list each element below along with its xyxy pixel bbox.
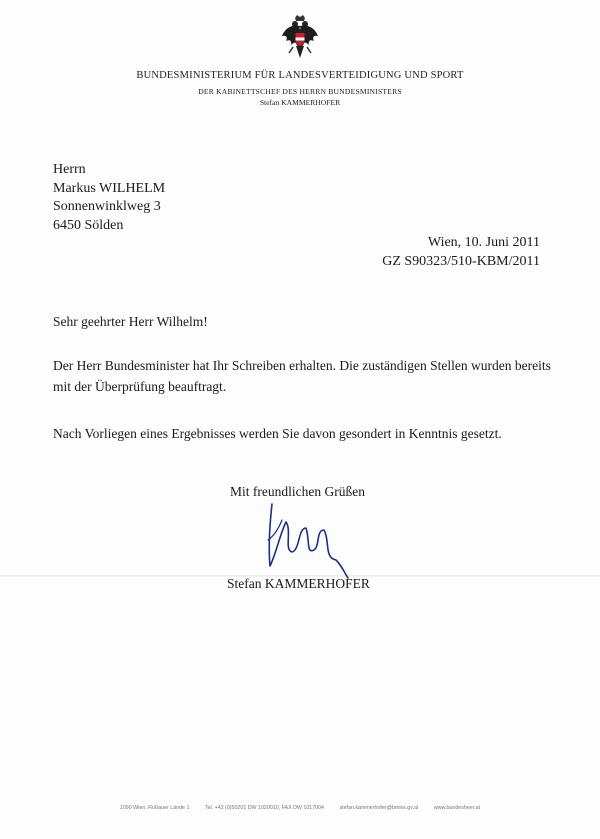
letter-footer	[0, 805, 600, 811]
ministry-name: BUNDESMINISTERIUM FÜR LANDESVERTEIDIGUNG UND SPORT	[136, 70, 464, 81]
letter-paragraph-1: Der Herr Bundesminister hat Ihr Schreiben erhalten. Die zuständigen Stellen wurden bereits mit der Überprüfung beauftragt.	[53, 358, 551, 394]
recipient-salutation: Herrn	[53, 162, 86, 177]
letter-paragraph-2: Nach Vorliegen eines Ergebnisses werden Sie davon gesondert in Kenntnis gesetzt.	[53, 426, 502, 441]
office-head: Stefan KAMMERHOFER	[259, 98, 341, 107]
recipient-address	[53, 161, 165, 235]
signer-name: Stefan KAMMERHOFER	[227, 576, 370, 591]
recipient-city: 6450 Sölden	[53, 217, 124, 233]
place-date: Wien, 10. Juni 2011	[427, 235, 540, 250]
handwritten-signature	[258, 500, 368, 580]
austrian-eagle-crest-icon	[280, 14, 320, 62]
recipient-street: Sonnenwinklweg 3	[53, 199, 161, 214]
footer-email: stefan.kammerhofer@bmlvs.gv.at	[339, 805, 419, 811]
file-number: GZ S90323/510-KBM/2011	[382, 253, 540, 269]
reference-block	[382, 234, 540, 271]
footer-address: 1090 Wien, Roßauer Lände 1	[119, 805, 190, 811]
recipient-name: Markus WILHELM	[53, 180, 166, 196]
closing-greeting: Mit freundlichen Grüßen	[230, 484, 365, 499]
letter-salutation: Sehr geehrter Herr Wilhelm!	[53, 314, 208, 329]
footer-web: www.bundesheer.at	[433, 805, 481, 811]
office-title: DER KABINETTSCHEF DES HERRN BUNDESMINISTERS	[198, 87, 402, 96]
footer-phone: Tel. +43 (0)50201 DW 1020010, FAX DW 1017004	[204, 805, 324, 811]
